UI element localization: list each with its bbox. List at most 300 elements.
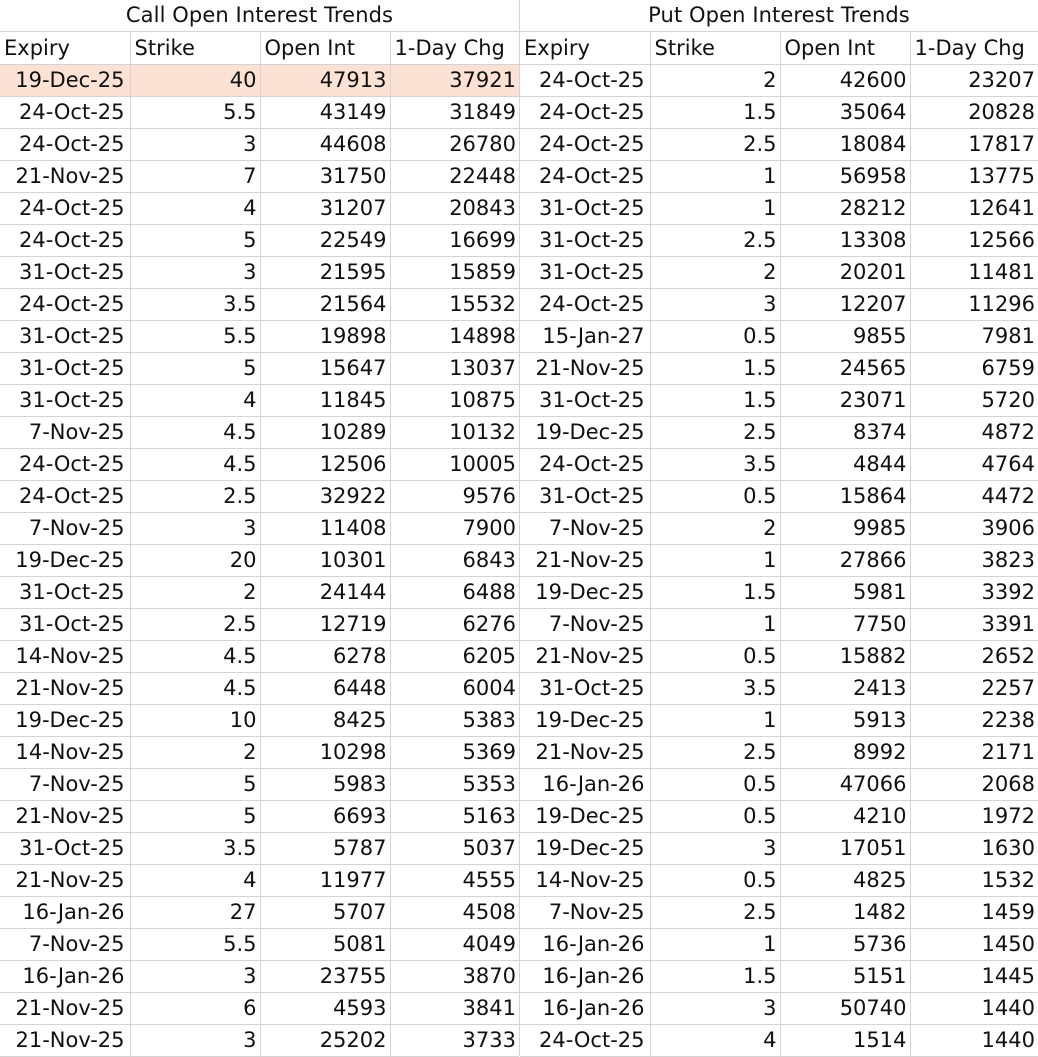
call-open-int-cell[interactable]: 44608 bbox=[260, 128, 390, 160]
call-expiry-cell[interactable]: 24-Oct-25 bbox=[0, 224, 130, 256]
call-expiry-cell[interactable]: 14-Nov-25 bbox=[0, 736, 130, 768]
put-header-open-int[interactable]: Open Int bbox=[780, 32, 910, 64]
put-table-row bbox=[520, 704, 1038, 736]
put-strike-cell[interactable]: 1 bbox=[650, 608, 780, 640]
call-day-chg-cell[interactable]: 6004 bbox=[390, 672, 519, 704]
call-strike-cell[interactable]: 6 bbox=[130, 992, 260, 1024]
call-open-int-cell[interactable]: 47913 bbox=[260, 64, 390, 96]
call-day-chg-cell[interactable]: 3841 bbox=[390, 992, 519, 1024]
call-strike-cell[interactable]: 5 bbox=[130, 352, 260, 384]
put-open-int-cell[interactable]: 7750 bbox=[780, 608, 910, 640]
call-day-chg-cell[interactable]: 3733 bbox=[390, 1024, 519, 1056]
call-expiry-cell[interactable]: 31-Oct-25 bbox=[0, 832, 130, 864]
put-expiry-cell[interactable]: 19-Dec-25 bbox=[520, 832, 650, 864]
call-table-row bbox=[0, 864, 519, 896]
put-day-chg-cell[interactable]: 3823 bbox=[910, 544, 1038, 576]
put-strike-cell[interactable]: 3.5 bbox=[650, 448, 780, 480]
put-day-chg-cell[interactable]: 3906 bbox=[910, 512, 1038, 544]
put-day-chg-cell[interactable]: 1459 bbox=[910, 896, 1038, 928]
put-open-int-cell[interactable]: 35064 bbox=[780, 96, 910, 128]
put-open-int-cell[interactable]: 5913 bbox=[780, 704, 910, 736]
call-expiry-cell[interactable]: 31-Oct-25 bbox=[0, 576, 130, 608]
put-table-row bbox=[520, 800, 1038, 832]
call-strike-cell[interactable]: 20 bbox=[130, 544, 260, 576]
call-day-chg-cell[interactable]: 6488 bbox=[390, 576, 519, 608]
put-day-chg-cell[interactable]: 6759 bbox=[910, 352, 1038, 384]
call-open-int-cell[interactable]: 11977 bbox=[260, 864, 390, 896]
put-table-row bbox=[520, 352, 1038, 384]
put-open-int-cell[interactable]: 15864 bbox=[780, 480, 910, 512]
call-day-chg-cell[interactable]: 13037 bbox=[390, 352, 519, 384]
put-expiry-cell[interactable]: 21-Nov-25 bbox=[520, 736, 650, 768]
call-table-row bbox=[0, 416, 519, 448]
call-expiry-cell[interactable]: 31-Oct-25 bbox=[0, 352, 130, 384]
put-strike-cell[interactable]: 0.5 bbox=[650, 800, 780, 832]
put-open-int-cell[interactable]: 4210 bbox=[780, 800, 910, 832]
call-strike-cell[interactable]: 4 bbox=[130, 864, 260, 896]
call-table-row bbox=[0, 704, 519, 736]
put-day-chg-cell[interactable]: 1532 bbox=[910, 864, 1038, 896]
put-day-chg-cell[interactable]: 12566 bbox=[910, 224, 1038, 256]
call-day-chg-cell[interactable]: 4508 bbox=[390, 896, 519, 928]
call-day-chg-cell[interactable]: 22448 bbox=[390, 160, 519, 192]
put-table-row bbox=[520, 512, 1038, 544]
put-open-int-cell[interactable]: 4844 bbox=[780, 448, 910, 480]
put-expiry-cell[interactable]: 31-Oct-25 bbox=[520, 192, 650, 224]
call-strike-cell[interactable]: 2.5 bbox=[130, 480, 260, 512]
call-strike-cell[interactable]: 2 bbox=[130, 736, 260, 768]
put-day-chg-cell[interactable]: 13775 bbox=[910, 160, 1038, 192]
call-panel-title[interactable]: Call Open Interest Trends bbox=[0, 0, 519, 32]
put-open-int-cell[interactable]: 15882 bbox=[780, 640, 910, 672]
call-open-int-cell[interactable]: 21595 bbox=[260, 256, 390, 288]
put-table-row bbox=[520, 640, 1038, 672]
put-strike-cell[interactable]: 1.5 bbox=[650, 960, 780, 992]
put-table-row bbox=[520, 384, 1038, 416]
put-expiry-cell[interactable]: 19-Dec-25 bbox=[520, 416, 650, 448]
call-expiry-cell[interactable]: 31-Oct-25 bbox=[0, 608, 130, 640]
put-open-int-cell[interactable]: 56958 bbox=[780, 160, 910, 192]
call-open-int-cell[interactable]: 32922 bbox=[260, 480, 390, 512]
put-open-int-cell[interactable]: 20201 bbox=[780, 256, 910, 288]
call-expiry-cell[interactable]: 7-Nov-25 bbox=[0, 512, 130, 544]
call-open-int-cell[interactable]: 23755 bbox=[260, 960, 390, 992]
call-day-chg-cell[interactable]: 10132 bbox=[390, 416, 519, 448]
put-open-int-cell[interactable]: 1482 bbox=[780, 896, 910, 928]
call-day-chg-cell[interactable]: 20843 bbox=[390, 192, 519, 224]
call-table-row bbox=[0, 992, 519, 1024]
put-open-int-cell[interactable]: 18084 bbox=[780, 128, 910, 160]
call-strike-cell[interactable]: 4.5 bbox=[130, 416, 260, 448]
put-table bbox=[520, 32, 1038, 1057]
put-strike-cell[interactable]: 1 bbox=[650, 160, 780, 192]
put-day-chg-cell[interactable]: 11481 bbox=[910, 256, 1038, 288]
call-table-row bbox=[0, 800, 519, 832]
call-expiry-cell[interactable]: 21-Nov-25 bbox=[0, 1024, 130, 1056]
put-expiry-cell[interactable]: 24-Oct-25 bbox=[520, 288, 650, 320]
put-expiry-cell[interactable]: 14-Nov-25 bbox=[520, 864, 650, 896]
put-expiry-cell[interactable]: 21-Nov-25 bbox=[520, 544, 650, 576]
call-open-int-cell[interactable]: 15647 bbox=[260, 352, 390, 384]
put-open-int-cell[interactable]: 5981 bbox=[780, 576, 910, 608]
put-open-int-cell[interactable]: 9985 bbox=[780, 512, 910, 544]
put-table-row bbox=[520, 544, 1038, 576]
put-day-chg-cell[interactable]: 2238 bbox=[910, 704, 1038, 736]
call-day-chg-cell[interactable]: 6205 bbox=[390, 640, 519, 672]
call-day-chg-cell[interactable]: 7900 bbox=[390, 512, 519, 544]
put-expiry-cell[interactable]: 31-Oct-25 bbox=[520, 480, 650, 512]
put-day-chg-cell[interactable]: 20828 bbox=[910, 96, 1038, 128]
call-strike-cell[interactable]: 4.5 bbox=[130, 448, 260, 480]
put-table-row bbox=[520, 1024, 1038, 1056]
call-day-chg-cell[interactable]: 14898 bbox=[390, 320, 519, 352]
call-open-int-cell[interactable]: 10289 bbox=[260, 416, 390, 448]
call-open-int-cell[interactable]: 43149 bbox=[260, 96, 390, 128]
call-strike-cell[interactable]: 10 bbox=[130, 704, 260, 736]
put-strike-cell[interactable]: 2.5 bbox=[650, 896, 780, 928]
put-open-int-cell[interactable]: 2413 bbox=[780, 672, 910, 704]
call-expiry-cell[interactable]: 19-Dec-25 bbox=[0, 544, 130, 576]
put-day-chg-cell[interactable]: 1440 bbox=[910, 992, 1038, 1024]
put-strike-cell[interactable]: 0.5 bbox=[650, 480, 780, 512]
put-strike-cell[interactable]: 1 bbox=[650, 928, 780, 960]
call-panel bbox=[0, 0, 519, 1056]
put-header-strike[interactable]: Strike bbox=[650, 32, 780, 64]
call-table-row bbox=[0, 928, 519, 960]
put-table-row bbox=[520, 736, 1038, 768]
call-expiry-cell[interactable]: 19-Dec-25 bbox=[0, 704, 130, 736]
call-table-row bbox=[0, 96, 519, 128]
call-expiry-cell[interactable]: 7-Nov-25 bbox=[0, 928, 130, 960]
call-header-strike[interactable]: Strike bbox=[130, 32, 260, 64]
put-day-chg-cell[interactable]: 3391 bbox=[910, 608, 1038, 640]
call-strike-cell[interactable]: 3 bbox=[130, 512, 260, 544]
call-open-int-cell[interactable]: 10298 bbox=[260, 736, 390, 768]
put-day-chg-cell[interactable]: 2257 bbox=[910, 672, 1038, 704]
put-expiry-cell[interactable]: 16-Jan-26 bbox=[520, 768, 650, 800]
put-strike-cell[interactable]: 3 bbox=[650, 288, 780, 320]
put-strike-cell[interactable]: 0.5 bbox=[650, 640, 780, 672]
put-header-1day-chg[interactable]: 1-Day Chg bbox=[910, 32, 1038, 64]
call-expiry-cell[interactable]: 31-Oct-25 bbox=[0, 320, 130, 352]
call-table-row bbox=[0, 256, 519, 288]
call-open-int-cell[interactable]: 6448 bbox=[260, 672, 390, 704]
call-header-1day-chg[interactable]: 1-Day Chg bbox=[390, 32, 519, 64]
put-strike-cell[interactable]: 2.5 bbox=[650, 416, 780, 448]
call-day-chg-cell[interactable]: 5163 bbox=[390, 800, 519, 832]
put-expiry-cell[interactable]: 31-Oct-25 bbox=[520, 384, 650, 416]
put-expiry-cell[interactable]: 21-Nov-25 bbox=[520, 640, 650, 672]
put-open-int-cell[interactable]: 50740 bbox=[780, 992, 910, 1024]
call-open-int-cell[interactable]: 21564 bbox=[260, 288, 390, 320]
call-day-chg-cell[interactable]: 4049 bbox=[390, 928, 519, 960]
put-strike-cell[interactable]: 2 bbox=[650, 512, 780, 544]
call-header-expiry[interactable]: Expiry bbox=[0, 32, 130, 64]
put-expiry-cell[interactable]: 21-Nov-25 bbox=[520, 352, 650, 384]
call-expiry-cell[interactable]: 24-Oct-25 bbox=[0, 128, 130, 160]
call-table-row bbox=[0, 128, 519, 160]
call-expiry-cell[interactable]: 7-Nov-25 bbox=[0, 416, 130, 448]
put-expiry-cell[interactable]: 31-Oct-25 bbox=[520, 672, 650, 704]
put-day-chg-cell[interactable]: 12641 bbox=[910, 192, 1038, 224]
put-table-row bbox=[520, 448, 1038, 480]
call-day-chg-cell[interactable]: 5383 bbox=[390, 704, 519, 736]
put-strike-cell[interactable]: 1.5 bbox=[650, 352, 780, 384]
call-expiry-cell[interactable]: 21-Nov-25 bbox=[0, 992, 130, 1024]
put-day-chg-cell[interactable]: 1445 bbox=[910, 960, 1038, 992]
put-table-row bbox=[520, 832, 1038, 864]
call-expiry-cell[interactable]: 7-Nov-25 bbox=[0, 768, 130, 800]
put-strike-cell[interactable]: 3.5 bbox=[650, 672, 780, 704]
call-strike-cell[interactable]: 3 bbox=[130, 960, 260, 992]
put-open-int-cell[interactable]: 9855 bbox=[780, 320, 910, 352]
call-open-int-cell[interactable]: 31750 bbox=[260, 160, 390, 192]
put-expiry-cell[interactable]: 16-Jan-26 bbox=[520, 992, 650, 1024]
call-expiry-cell[interactable]: 21-Nov-25 bbox=[0, 800, 130, 832]
put-table-row bbox=[520, 608, 1038, 640]
call-strike-cell[interactable]: 5.5 bbox=[130, 320, 260, 352]
put-open-int-cell[interactable]: 42600 bbox=[780, 64, 910, 96]
call-day-chg-cell[interactable]: 4555 bbox=[390, 864, 519, 896]
call-table-row bbox=[0, 736, 519, 768]
call-open-int-cell[interactable]: 31207 bbox=[260, 192, 390, 224]
call-open-int-cell[interactable]: 11408 bbox=[260, 512, 390, 544]
put-strike-cell[interactable]: 0.5 bbox=[650, 320, 780, 352]
call-open-int-cell[interactable]: 6693 bbox=[260, 800, 390, 832]
call-strike-cell[interactable]: 3.5 bbox=[130, 288, 260, 320]
call-strike-cell[interactable]: 3 bbox=[130, 256, 260, 288]
call-open-int-cell[interactable]: 24144 bbox=[260, 576, 390, 608]
put-day-chg-cell[interactable]: 23207 bbox=[910, 64, 1038, 96]
call-expiry-cell[interactable]: 24-Oct-25 bbox=[0, 96, 130, 128]
call-header-row bbox=[0, 32, 519, 64]
call-expiry-cell[interactable]: 31-Oct-25 bbox=[0, 384, 130, 416]
put-strike-cell[interactable]: 2 bbox=[650, 64, 780, 96]
call-expiry-cell[interactable]: 24-Oct-25 bbox=[0, 480, 130, 512]
put-open-int-cell[interactable]: 5736 bbox=[780, 928, 910, 960]
put-expiry-cell[interactable]: 7-Nov-25 bbox=[520, 608, 650, 640]
put-open-int-cell[interactable]: 8992 bbox=[780, 736, 910, 768]
put-open-int-cell[interactable]: 28212 bbox=[780, 192, 910, 224]
put-day-chg-cell[interactable]: 11296 bbox=[910, 288, 1038, 320]
call-expiry-cell[interactable]: 21-Nov-25 bbox=[0, 160, 130, 192]
put-expiry-cell[interactable]: 19-Dec-25 bbox=[520, 704, 650, 736]
call-table-row bbox=[0, 224, 519, 256]
call-open-int-cell[interactable]: 8425 bbox=[260, 704, 390, 736]
call-day-chg-cell[interactable]: 5037 bbox=[390, 832, 519, 864]
put-day-chg-cell[interactable]: 2068 bbox=[910, 768, 1038, 800]
call-header-open-int[interactable]: Open Int bbox=[260, 32, 390, 64]
call-open-int-cell[interactable]: 5787 bbox=[260, 832, 390, 864]
put-day-chg-cell[interactable]: 3392 bbox=[910, 576, 1038, 608]
call-day-chg-cell[interactable]: 5353 bbox=[390, 768, 519, 800]
put-expiry-cell[interactable]: 24-Oct-25 bbox=[520, 1024, 650, 1056]
put-day-chg-cell[interactable]: 4472 bbox=[910, 480, 1038, 512]
call-day-chg-cell[interactable]: 15859 bbox=[390, 256, 519, 288]
put-expiry-cell[interactable]: 31-Oct-25 bbox=[520, 224, 650, 256]
put-open-int-cell[interactable]: 47066 bbox=[780, 768, 910, 800]
put-panel-title[interactable]: Put Open Interest Trends bbox=[520, 0, 1038, 32]
call-open-int-cell[interactable]: 25202 bbox=[260, 1024, 390, 1056]
put-expiry-cell[interactable]: 19-Dec-25 bbox=[520, 576, 650, 608]
call-day-chg-cell[interactable]: 5369 bbox=[390, 736, 519, 768]
call-open-int-cell[interactable]: 19898 bbox=[260, 320, 390, 352]
put-strike-cell[interactable]: 0.5 bbox=[650, 864, 780, 896]
call-strike-cell[interactable]: 5 bbox=[130, 800, 260, 832]
put-strike-cell[interactable]: 1.5 bbox=[650, 384, 780, 416]
put-expiry-cell[interactable]: 31-Oct-25 bbox=[520, 256, 650, 288]
call-table-row bbox=[0, 448, 519, 480]
call-open-int-cell[interactable]: 11845 bbox=[260, 384, 390, 416]
call-table-body bbox=[0, 64, 519, 1056]
put-expiry-cell[interactable]: 16-Jan-26 bbox=[520, 960, 650, 992]
put-open-int-cell[interactable]: 4825 bbox=[780, 864, 910, 896]
put-header-row bbox=[520, 32, 1038, 64]
call-expiry-cell[interactable]: 16-Jan-26 bbox=[0, 960, 130, 992]
call-open-int-cell[interactable]: 5983 bbox=[260, 768, 390, 800]
call-open-int-cell[interactable]: 4593 bbox=[260, 992, 390, 1024]
put-strike-cell[interactable]: 3 bbox=[650, 992, 780, 1024]
put-strike-cell[interactable]: 1 bbox=[650, 544, 780, 576]
put-strike-cell[interactable]: 2 bbox=[650, 256, 780, 288]
put-day-chg-cell[interactable]: 1440 bbox=[910, 1024, 1038, 1056]
call-strike-cell[interactable]: 2.5 bbox=[130, 608, 260, 640]
put-strike-cell[interactable]: 4 bbox=[650, 1024, 780, 1056]
put-expiry-cell[interactable]: 24-Oct-25 bbox=[520, 128, 650, 160]
call-expiry-cell[interactable]: 21-Nov-25 bbox=[0, 864, 130, 896]
put-open-int-cell[interactable]: 17051 bbox=[780, 832, 910, 864]
call-strike-cell[interactable]: 4.5 bbox=[130, 640, 260, 672]
put-expiry-cell[interactable]: 24-Oct-25 bbox=[520, 96, 650, 128]
call-day-chg-cell[interactable]: 15532 bbox=[390, 288, 519, 320]
call-day-chg-cell[interactable]: 16699 bbox=[390, 224, 519, 256]
put-strike-cell[interactable]: 1 bbox=[650, 192, 780, 224]
put-day-chg-cell[interactable]: 5720 bbox=[910, 384, 1038, 416]
call-strike-cell[interactable]: 3 bbox=[130, 1024, 260, 1056]
call-strike-cell[interactable]: 4 bbox=[130, 384, 260, 416]
call-strike-cell[interactable]: 5.5 bbox=[130, 928, 260, 960]
call-expiry-cell[interactable]: 19-Dec-25 bbox=[0, 64, 130, 96]
call-strike-cell[interactable]: 4 bbox=[130, 192, 260, 224]
put-day-chg-cell[interactable]: 2171 bbox=[910, 736, 1038, 768]
call-strike-cell[interactable]: 3 bbox=[130, 128, 260, 160]
put-open-int-cell[interactable]: 8374 bbox=[780, 416, 910, 448]
put-expiry-cell[interactable]: 7-Nov-25 bbox=[520, 512, 650, 544]
put-day-chg-cell[interactable]: 4764 bbox=[910, 448, 1038, 480]
put-expiry-cell[interactable]: 24-Oct-25 bbox=[520, 448, 650, 480]
call-open-int-cell[interactable]: 12506 bbox=[260, 448, 390, 480]
put-day-chg-cell[interactable]: 7981 bbox=[910, 320, 1038, 352]
put-table-row bbox=[520, 768, 1038, 800]
put-table-body bbox=[520, 64, 1038, 1056]
put-open-int-cell[interactable]: 23071 bbox=[780, 384, 910, 416]
call-day-chg-cell[interactable]: 9576 bbox=[390, 480, 519, 512]
put-open-int-cell[interactable]: 1514 bbox=[780, 1024, 910, 1056]
call-strike-cell[interactable]: 5.5 bbox=[130, 96, 260, 128]
call-day-chg-cell[interactable]: 6276 bbox=[390, 608, 519, 640]
put-panel bbox=[519, 0, 1038, 1056]
put-day-chg-cell[interactable]: 1450 bbox=[910, 928, 1038, 960]
put-table-row bbox=[520, 992, 1038, 1024]
put-expiry-cell[interactable]: 16-Jan-26 bbox=[520, 928, 650, 960]
call-strike-cell[interactable]: 3.5 bbox=[130, 832, 260, 864]
call-expiry-cell[interactable]: 24-Oct-25 bbox=[0, 192, 130, 224]
call-open-int-cell[interactable]: 5707 bbox=[260, 896, 390, 928]
put-expiry-cell[interactable]: 24-Oct-25 bbox=[520, 160, 650, 192]
put-table-row bbox=[520, 160, 1038, 192]
put-day-chg-cell[interactable]: 2652 bbox=[910, 640, 1038, 672]
put-strike-cell[interactable]: 3 bbox=[650, 832, 780, 864]
call-strike-cell[interactable]: 5 bbox=[130, 224, 260, 256]
call-expiry-cell[interactable]: 24-Oct-25 bbox=[0, 448, 130, 480]
call-expiry-cell[interactable]: 21-Nov-25 bbox=[0, 672, 130, 704]
put-strike-cell[interactable]: 1.5 bbox=[650, 576, 780, 608]
call-strike-cell[interactable]: 40 bbox=[130, 64, 260, 96]
put-open-int-cell[interactable]: 12207 bbox=[780, 288, 910, 320]
put-strike-cell[interactable]: 2.5 bbox=[650, 224, 780, 256]
call-open-int-cell[interactable]: 5081 bbox=[260, 928, 390, 960]
put-open-int-cell[interactable]: 5151 bbox=[780, 960, 910, 992]
put-strike-cell[interactable]: 1.5 bbox=[650, 96, 780, 128]
call-table-row bbox=[0, 960, 519, 992]
put-header-expiry[interactable]: Expiry bbox=[520, 32, 650, 64]
put-table-row bbox=[520, 320, 1038, 352]
call-strike-cell[interactable]: 4.5 bbox=[130, 672, 260, 704]
call-day-chg-cell[interactable]: 6843 bbox=[390, 544, 519, 576]
put-strike-cell[interactable]: 2.5 bbox=[650, 128, 780, 160]
call-strike-cell[interactable]: 7 bbox=[130, 160, 260, 192]
put-table-row bbox=[520, 896, 1038, 928]
call-table-row bbox=[0, 544, 519, 576]
put-table-row bbox=[520, 224, 1038, 256]
call-expiry-cell[interactable]: 31-Oct-25 bbox=[0, 256, 130, 288]
put-table-row bbox=[520, 928, 1038, 960]
call-day-chg-cell[interactable]: 10875 bbox=[390, 384, 519, 416]
call-table-row bbox=[0, 352, 519, 384]
put-expiry-cell[interactable]: 19-Dec-25 bbox=[520, 800, 650, 832]
put-expiry-cell[interactable]: 15-Jan-27 bbox=[520, 320, 650, 352]
call-expiry-cell[interactable]: 14-Nov-25 bbox=[0, 640, 130, 672]
put-strike-cell[interactable]: 2.5 bbox=[650, 736, 780, 768]
call-day-chg-cell[interactable]: 37921 bbox=[390, 64, 519, 96]
call-expiry-cell[interactable]: 16-Jan-26 bbox=[0, 896, 130, 928]
call-open-int-cell[interactable]: 10301 bbox=[260, 544, 390, 576]
call-open-int-cell[interactable]: 12719 bbox=[260, 608, 390, 640]
put-open-int-cell[interactable]: 27866 bbox=[780, 544, 910, 576]
put-expiry-cell[interactable]: 7-Nov-25 bbox=[520, 896, 650, 928]
call-table-row bbox=[0, 1024, 519, 1056]
put-day-chg-cell[interactable]: 4872 bbox=[910, 416, 1038, 448]
put-open-int-cell[interactable]: 24565 bbox=[780, 352, 910, 384]
call-day-chg-cell[interactable]: 31849 bbox=[390, 96, 519, 128]
put-day-chg-cell[interactable]: 17817 bbox=[910, 128, 1038, 160]
call-open-int-cell[interactable]: 6278 bbox=[260, 640, 390, 672]
put-strike-cell[interactable]: 0.5 bbox=[650, 768, 780, 800]
call-day-chg-cell[interactable]: 26780 bbox=[390, 128, 519, 160]
call-expiry-cell[interactable]: 24-Oct-25 bbox=[0, 288, 130, 320]
call-strike-cell[interactable]: 2 bbox=[130, 576, 260, 608]
put-day-chg-cell[interactable]: 1630 bbox=[910, 832, 1038, 864]
call-day-chg-cell[interactable]: 10005 bbox=[390, 448, 519, 480]
call-open-int-cell[interactable]: 22549 bbox=[260, 224, 390, 256]
call-strike-cell[interactable]: 27 bbox=[130, 896, 260, 928]
put-strike-cell[interactable]: 1 bbox=[650, 704, 780, 736]
put-expiry-cell[interactable]: 24-Oct-25 bbox=[520, 64, 650, 96]
call-strike-cell[interactable]: 5 bbox=[130, 768, 260, 800]
call-day-chg-cell[interactable]: 3870 bbox=[390, 960, 519, 992]
put-day-chg-cell[interactable]: 1972 bbox=[910, 800, 1038, 832]
put-open-int-cell[interactable]: 13308 bbox=[780, 224, 910, 256]
